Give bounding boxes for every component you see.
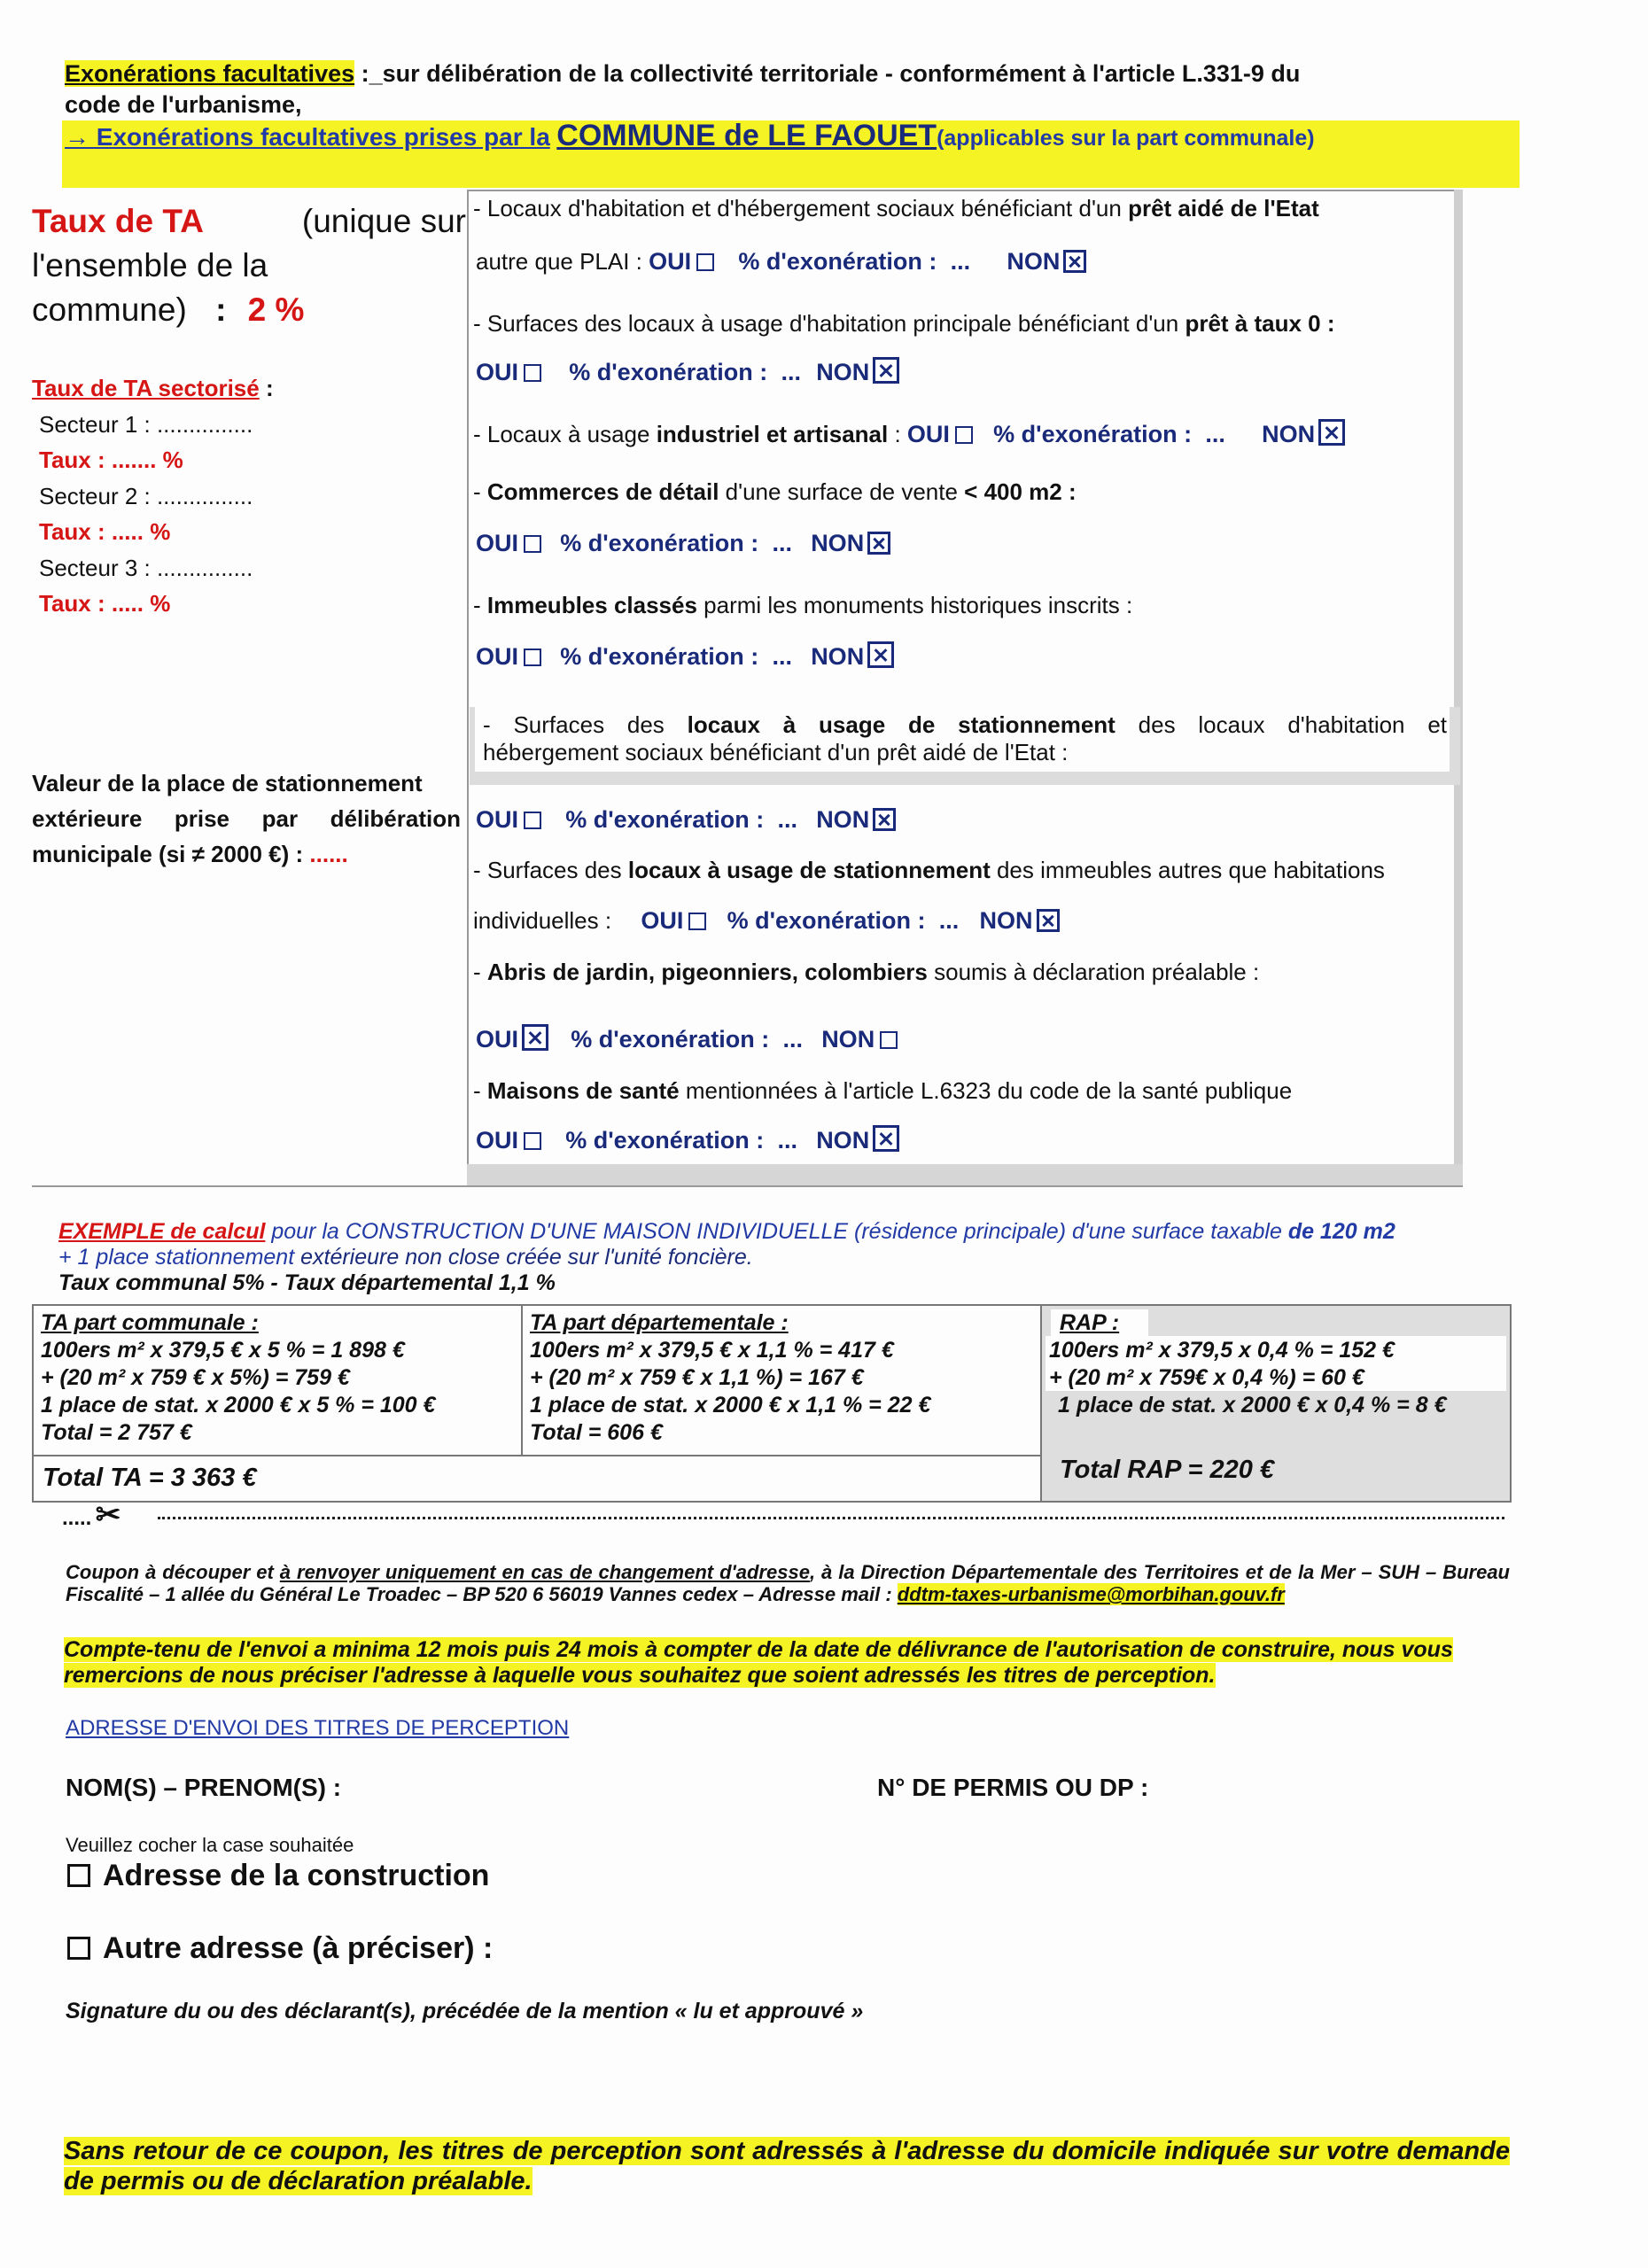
option-1-bold: prêt aidé de l'Etat [1128, 195, 1319, 221]
option-5-post: parmi les monuments historiques inscrits : [696, 592, 1133, 618]
option-5-exo-label: % d'exonération : [560, 643, 759, 670]
cut-prefix: ..... [62, 1506, 92, 1530]
option-3-oui-checkbox[interactable] [955, 426, 973, 444]
option-3-exo-label: % d'exonération : [993, 421, 1193, 447]
option-4-oui-checkbox[interactable] [524, 535, 541, 553]
option-8-oui-checkbox-checked[interactable] [522, 1024, 548, 1051]
option-1-line2: autre que PLAI : [476, 248, 642, 275]
option-item-4-choices [476, 530, 894, 556]
choice-construction-checkbox[interactable] [67, 1864, 90, 1887]
sector-1: Secteur 1 : ............... [39, 410, 253, 438]
sector-2: Secteur 2 : ............... [39, 482, 253, 509]
choice-construction-label: Adresse de la construction [103, 1859, 490, 1892]
coupon-email[interactable]: ddtm-taxes-urbanisme@morbihan.gouv.fr [897, 1583, 1285, 1605]
option-3-pre: - Locaux à usage [473, 421, 657, 447]
sector-2-taux: Taux : ..... % [39, 518, 171, 545]
choice-construction[interactable] [67, 1859, 489, 1893]
taux-sep: : [215, 291, 227, 328]
option-5-oui-checkbox[interactable] [524, 649, 541, 666]
option-8-non-checkbox[interactable] [880, 1031, 898, 1049]
option-item-5-choices [476, 641, 898, 670]
table-row: Total = 2 757 € [41, 1420, 192, 1445]
option-3-bold: industriel et artisanal [656, 421, 889, 447]
option-5-oui: OUI [476, 643, 519, 670]
table-row: 1 place de stat. x 2000 € x 1,1 % = 22 € [530, 1393, 931, 1418]
cocher-label: Veuillez cocher la case souhaitée [66, 1834, 354, 1856]
sectorise-colon: : [265, 375, 274, 401]
table-row: Total = 606 € [530, 1420, 663, 1445]
table-vline-2 [1040, 1304, 1042, 1503]
option-4-oui: OUI [476, 530, 519, 556]
option-3-exo-value[interactable]: ... [1205, 421, 1225, 447]
taux-block [32, 199, 466, 332]
cut-dotted-line [158, 1517, 1504, 1519]
options-shadow-bottom [467, 1164, 1463, 1186]
option-2-oui-checkbox[interactable] [524, 364, 541, 382]
total-ta: Total TA = 3 363 € [43, 1464, 257, 1492]
col-departementale [530, 1309, 1035, 1447]
option-8-exo-label: % d'exonération : [571, 1026, 770, 1052]
sector-1-taux: Taux : ....... % [39, 447, 183, 473]
option-2-pre: - Surfaces des locaux à usage d'habitation principale bénéficiant d'un [473, 310, 1185, 337]
option-8-pre: - [473, 959, 487, 985]
example-rates: Taux communal 5% - Taux départemental 1,1 % [58, 1270, 556, 1295]
option-item-6-choices [476, 806, 899, 833]
option-item-7-line2 [473, 907, 1063, 934]
option-7-exo-value[interactable]: ... [938, 907, 960, 934]
option-7-exo-label: % d'exonération : [727, 907, 926, 934]
table-row: 1 place de stat. x 2000 € x 5 % = 100 € [41, 1393, 436, 1418]
option-2-non-checkbox-checked[interactable] [873, 357, 899, 384]
section-divider [32, 1185, 1463, 1187]
option-6-oui: OUI [476, 806, 519, 833]
taux-label: Taux de TA [32, 203, 204, 239]
option-9-non-checkbox-checked[interactable] [873, 1125, 899, 1152]
option-item-1-line2 [476, 248, 1090, 275]
option-6-exo-label: % d'exonération : [565, 806, 765, 833]
choice-autre-checkbox[interactable] [67, 1937, 90, 1960]
permis-label: N° DE PERMIS OU DP : [877, 1774, 1149, 1801]
option-5-non-checkbox-checked[interactable] [867, 641, 894, 668]
example-surface: de 120 m2 [1287, 1219, 1395, 1244]
table-row: 100ers m² x 379,5 € x 1,1 % = 417 € [530, 1338, 894, 1363]
option-6-post: des locaux d'habitation et [1115, 711, 1448, 738]
option-6-line2: hébergement sociaux bénéficiant d'un prêt aidé de l'Etat : [483, 739, 1069, 765]
taux-rest: (unique sur [301, 203, 466, 239]
address-title: ADRESSE D'ENVOI DES TITRES DE PERCEPTION [66, 1716, 570, 1740]
option-5-exo-value[interactable]: ... [772, 643, 792, 670]
option-8-post: soumis à déclaration préalable : [927, 959, 1260, 985]
table-row: + (20 m² x 759€ x 0,4 %) = 60 € [1049, 1365, 1364, 1390]
option-3-post: : [888, 421, 901, 447]
option-item-2 [473, 310, 1448, 337]
coupon-text-a: Coupon à découper et [66, 1561, 280, 1583]
coupon-highlight [64, 1637, 1510, 1689]
option-item-1 [473, 195, 1448, 221]
option-9-exo-value[interactable]: ... [777, 1127, 797, 1153]
sector-3-taux: Taux : ..... % [39, 590, 171, 617]
option-7-oui-checkbox[interactable] [688, 913, 706, 930]
example-intro-text: pour la CONSTRUCTION D'UNE MAISON INDIVIDUELLE (résidence principale) d'une surface taxable [265, 1219, 1288, 1244]
option-9-pre: - [473, 1077, 487, 1104]
sector-3: Secteur 3 : ............... [39, 554, 253, 581]
option-7-bold: locaux à usage de stationnement [627, 857, 991, 883]
option-4-bold2: < 400 m2 [964, 478, 1062, 505]
option-4-post2: : [1061, 478, 1077, 505]
option-4-exo-label: % d'exonération : [560, 530, 759, 556]
options-shadow-right [1454, 190, 1463, 1186]
option-4-non: NON [811, 530, 865, 556]
option-1-exo-value[interactable]: ... [950, 248, 971, 275]
taux-line3: commune) [32, 291, 187, 328]
sectorise-label: Taux de TA sectorisé [32, 375, 260, 401]
coupon-text-u: à renvoyer uniquement en cas de changement d'adresse [279, 1561, 810, 1583]
table-row: 1 place de stat. x 2000 € x 0,4 % = 8 € [1058, 1393, 1447, 1418]
table-row: 100ers m² x 379,5 x 0,4 % = 152 € [1049, 1338, 1395, 1363]
choice-autre[interactable] [67, 1931, 493, 1966]
option-6-non-checkbox-checked[interactable] [873, 808, 896, 831]
header-text [65, 58, 1518, 154]
option-item-3 [473, 419, 1349, 447]
col-rap [1049, 1309, 1506, 1419]
option-6-non: NON [816, 806, 870, 833]
sectorise-block [32, 370, 422, 622]
parking-line3: municipale (si ≠ 2000 €) : [32, 841, 304, 867]
option-9-oui-checkbox[interactable] [524, 1132, 541, 1150]
option-3-non-checkbox-checked[interactable] [1318, 419, 1345, 446]
option-6-oui-checkbox[interactable] [524, 812, 541, 829]
option-6-bold: locaux à usage de stationnement [687, 711, 1116, 738]
table-row: + (20 m² x 759 € x 1,1 %) = 167 € [530, 1365, 864, 1390]
option-9-bold: Maisons de santé [486, 1077, 680, 1104]
option-item-8-choices [476, 1024, 903, 1052]
option-item-6 [483, 711, 1447, 738]
taux-value: 2 % [247, 291, 305, 328]
option-9-non: NON [816, 1127, 870, 1153]
option-9-oui: OUI [476, 1127, 519, 1153]
col-departementale-title: TA part départementale : [530, 1310, 789, 1335]
col-communale-title: TA part communale : [41, 1310, 259, 1335]
table-vline-1 [521, 1304, 523, 1456]
coupon-text [66, 1561, 1510, 1605]
footer-note-text: Sans retour de ce coupon, les titres de perception sont adressés à l'adresse du domicile indiquée sur votre demande de permis ou de déclaration préalable. [64, 2137, 1510, 2195]
option-2-post: : [1320, 310, 1335, 337]
option-5-pre: - [473, 592, 487, 618]
commune-note: (applicables sur la part communale) [937, 126, 1315, 151]
scissors-icon: ✂ [95, 1498, 121, 1532]
option-item-9 [473, 1077, 1292, 1104]
option-4-exo-value[interactable]: ... [772, 530, 792, 556]
table-row: 100ers m² x 379,5 € x 5 % = 1 898 € [41, 1338, 405, 1363]
nom-label: NOM(S) – PRENOM(S) : [66, 1774, 342, 1801]
example-label: EXEMPLE de calcul [58, 1219, 266, 1244]
option-8-exo-value[interactable]: ... [782, 1026, 803, 1052]
option-item-4 [473, 478, 1077, 505]
option-item-6-line2 [483, 739, 1068, 765]
choice-autre-label: Autre adresse (à préciser) : [103, 1931, 494, 1965]
coupon-text-b: , à la Direction Départementale des Territoires et de la Mer – SUH – Bureau Fiscalité – 1 allée du Général Le Troadec – BP 520 6 56019 Vannes cedex – Adresse mail : [66, 1561, 1511, 1605]
total-rap: Total RAP = 220 € [1060, 1456, 1275, 1484]
option-item-9-choices [476, 1125, 903, 1153]
taux-line2: l'ensemble de la [32, 247, 268, 284]
option-2-oui: OUI [476, 359, 519, 385]
option-8-oui: OUI [476, 1026, 519, 1052]
option-2-exo-value[interactable]: ... [781, 359, 801, 385]
option-7-oui: OUI [641, 907, 684, 934]
option-8-bold: Abris de jardin, pigeonniers, colombiers [486, 959, 928, 985]
option-1-non-checkbox-checked[interactable] [1063, 250, 1086, 273]
option-4-non-checkbox-checked[interactable] [867, 532, 890, 555]
commune-name: COMMUNE de LE FAOUET [556, 119, 937, 152]
signature-label: Signature du ou des déclarant(s), précédée de la mention « lu et approuvé » [66, 1999, 864, 2023]
option-9-post: mentionnées à l'article L.6323 du code de la santé publique [679, 1077, 1293, 1104]
parking-dots: ...... [309, 841, 348, 867]
option-7-non-checkbox-checked[interactable] [1037, 909, 1060, 932]
option-6-exo-value[interactable]: ... [777, 806, 797, 833]
option-7-pre: - Surfaces des [473, 857, 628, 883]
option-item-8 [473, 959, 1259, 985]
option-1-oui-checkbox[interactable] [696, 253, 714, 271]
option-item-2-choices [476, 357, 903, 385]
option-1-exo-label: % d'exonération : [738, 248, 937, 275]
option-3-oui: OUI [906, 421, 950, 447]
table-hline-1 [32, 1455, 1042, 1456]
option-1-pre: - Locaux d'habitation et d'hébergement sociaux bénéficiant d'un [473, 195, 1129, 221]
option-4-bold: Commerces de détail [486, 478, 719, 505]
parking-line2: extérieure prise par délibération [32, 805, 461, 832]
option-4-pre: - [473, 478, 487, 505]
footer-note [64, 2136, 1510, 2196]
option-1-oui: OUI [649, 248, 692, 275]
option-8-non: NON [821, 1026, 875, 1052]
example-intro [58, 1219, 1529, 1296]
option-7-line2: individuelles : [473, 907, 612, 934]
option-1-non: NON [1007, 248, 1061, 275]
exo-label: Exonérations facultatives [65, 60, 355, 87]
option-3-non: NON [1262, 421, 1316, 447]
exo-line2: code de l'urbanisme, [65, 91, 302, 118]
col-communale [41, 1309, 519, 1447]
option-9-exo-label: % d'exonération : [565, 1127, 765, 1153]
commune-arrow: → Exonérations facultatives prises par la [65, 123, 550, 151]
parking-block [32, 765, 461, 872]
example-line2a: + 1 place stationnement [58, 1245, 295, 1270]
example-line2b: extérieure non close créée sur l'unité foncière. [294, 1245, 753, 1270]
option-4-post: d'une surface de vente [719, 478, 965, 505]
option-2-exo-label: % d'exonération : [569, 359, 768, 385]
option-5-bold: Immeubles classés [486, 592, 697, 618]
option-5-non: NON [811, 643, 865, 670]
option-item-7 [473, 857, 1385, 883]
exo-rest: :_sur délibération de la collectivité territoriale - conformément à l'article L.331-9 du [361, 60, 1301, 87]
option-2-non: NON [816, 359, 870, 385]
coupon-highlight-text: Compte-tenu de l'envoi a minima 12 mois puis 24 mois à compter de la date de délivrance de l'autorisation de construire, nous vous remercions de nous préciser l'adresse à laquelle vous souhaitez que soient adressés les titres de perception. [64, 1637, 1453, 1688]
table-row: + (20 m² x 759 € x 5%) = 759 € [41, 1365, 350, 1390]
parking-line1: Valeur de la place de stationnement [32, 770, 423, 796]
option-item-5 [473, 592, 1132, 618]
option-7-non: NON [979, 907, 1033, 934]
option-2-bold: prêt à taux 0 [1185, 310, 1321, 337]
option-6-pre: - Surfaces des [483, 711, 688, 738]
option-7-post: des immeubles autres que habitations [990, 857, 1385, 883]
col-rap-title: RAP : [1060, 1310, 1120, 1335]
cut-line [62, 1497, 1512, 1533]
